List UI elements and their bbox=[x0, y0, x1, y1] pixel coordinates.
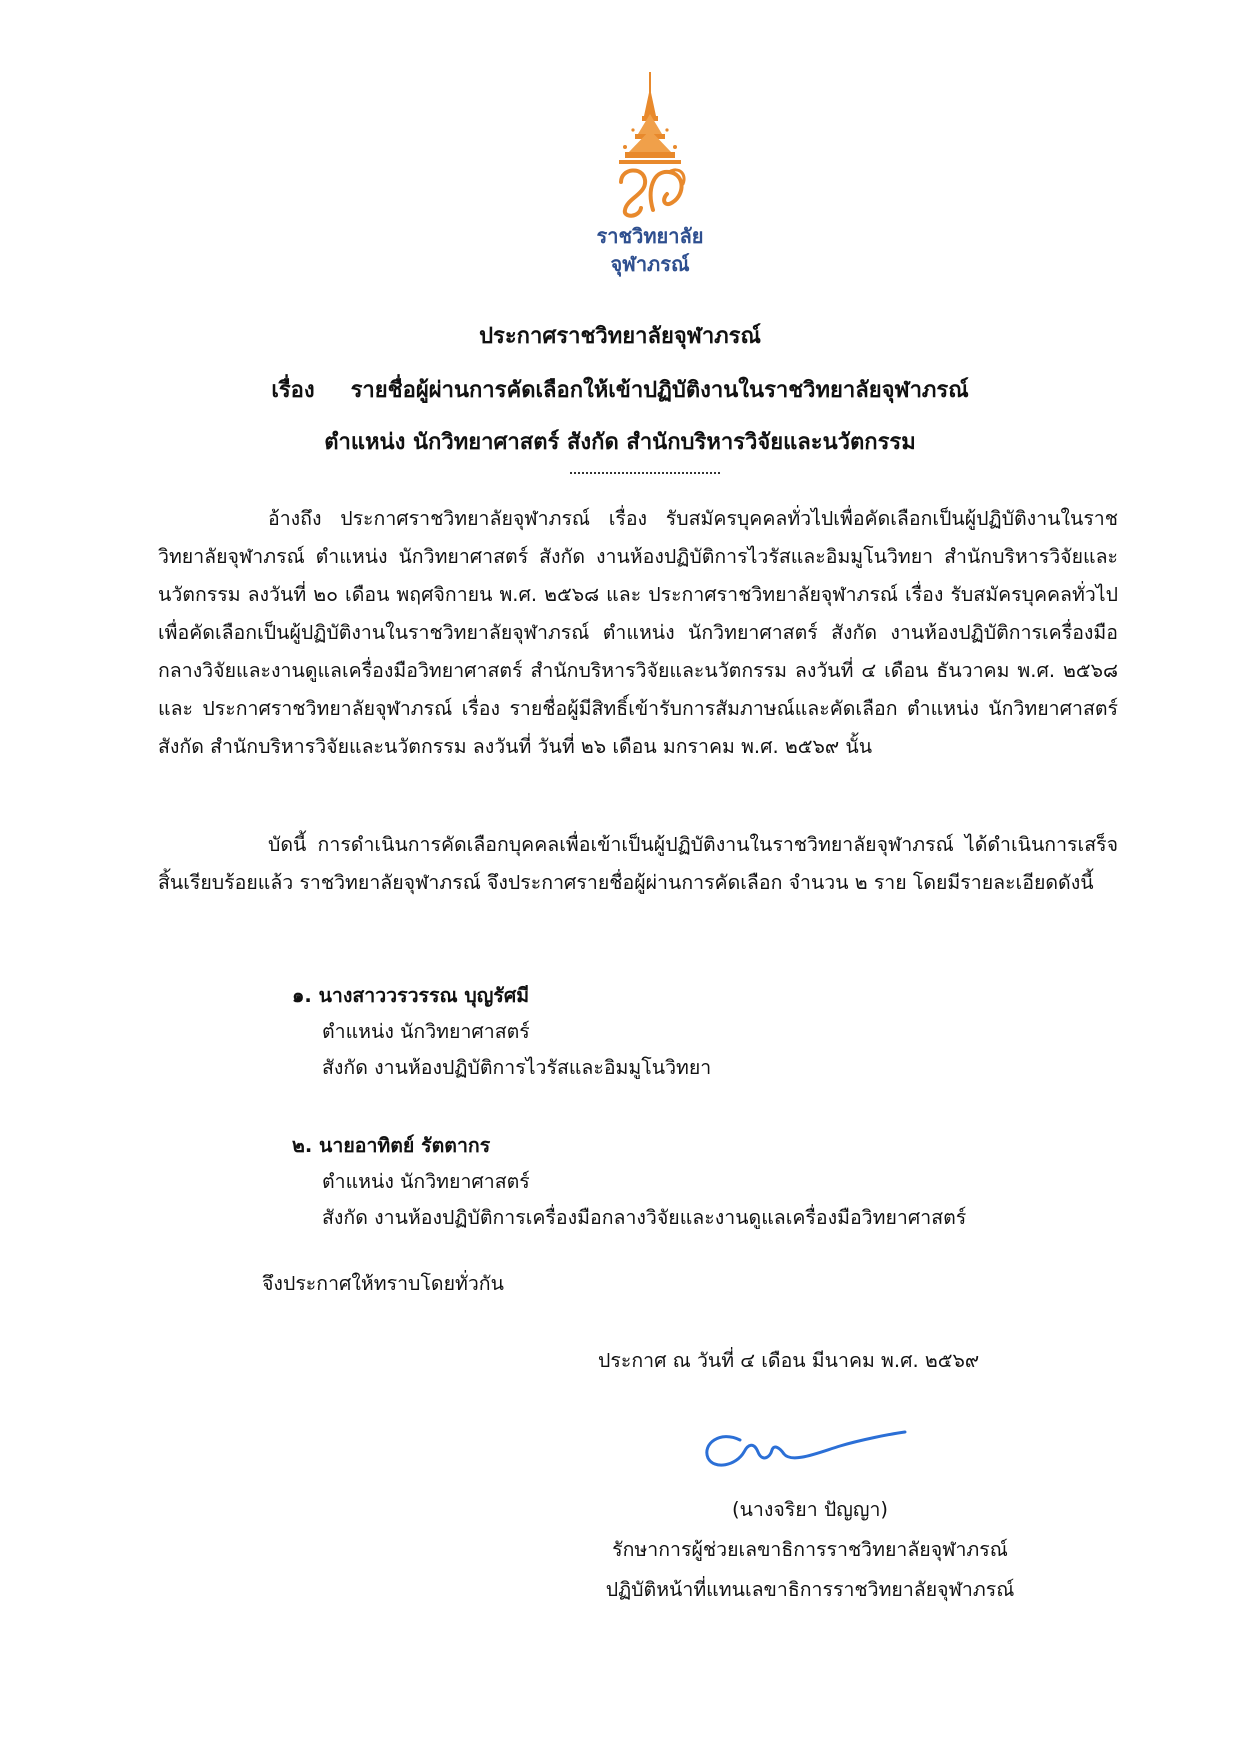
closing-statement: จึงประกาศให้ทราบโดยทั่วกัน bbox=[262, 1272, 504, 1295]
subject-text: รายชื่อผู้ผ่านการคัดเลือกให้เข้าปฏิบัติงานในราชวิทยาลัยจุฬาภรณ์ bbox=[350, 378, 969, 403]
reference-paragraph: อ้างถึง ประกาศราชวิทยาลัยจุฬาภรณ์ เรื่อง รับสมัครบุคคลทั่วไปเพื่อคัดเลือกเป็นผู้ปฏิบัติงานในราชวิทยาลัยจุฬาภรณ์ ตำแหน่ง นักวิทยาศาสตร์ สังกัด งานห้องปฏิบัติการไวรัสและอิมมูโนวิทยา สำนักบริหารวิจัยและนวัตกรรม ลงวันที่ ๒๐ เดือน พฤศจิกายน พ.ศ. ๒๕๖๘ และ ประกาศราชวิทยาลัยจุฬาภรณ์ เรื่อง รับสมัครบุคคลทั่วไปเพื่อคัดเลือกเป็นผู้ปฏิบัติงานในราชวิทยาลัยจุฬาภรณ์ ตำแหน่ง นักวิทยาศาสตร์ สังกัด งานห้องปฏิบัติการเครื่องมือกลางวิจัยและงานดูแลเครื่องมือวิทยาศาสตร์ สำนักบริหารวิจัยและนวัตกรรม ลงวันที่ ๔ เดือน ธันวาคม พ.ศ. ๒๕๖๘ และ ประกาศราชวิทยาลัยจุฬาภรณ์ เรื่อง รายชื่อผู้มีสิทธิ์เข้ารับการสัมภาษณ์และคัดเลือก ตำแหน่ง นักวิทยาศาสตร์ สังกัด สำนักบริหารวิจัยและนวัตกรรม ลงวันที่ วันที่ ๒๖ เดือน มกราคม พ.ศ. ๒๕๖๙ นั้น bbox=[158, 507, 1118, 758]
candidate-name: ๑. นางสาววรวรรณ บุญรัศมี bbox=[292, 984, 530, 1007]
signature-icon bbox=[700, 1408, 910, 1478]
signatory-block bbox=[540, 1490, 1080, 1610]
signatory-title: รักษาการผู้ช่วยเลขาธิการราชวิทยาลัยจุฬาภรณ์ bbox=[612, 1538, 1008, 1561]
subject-label: เรื่อง bbox=[271, 378, 315, 403]
candidate-position: ตำแหน่ง นักวิทยาศาสตร์ bbox=[322, 1020, 530, 1043]
candidate-entry bbox=[292, 978, 1092, 1086]
candidate-entry bbox=[292, 1128, 1092, 1236]
signatory-acting-title: ปฏิบัติหน้าที่แทนเลขาธิการราชวิทยาลัยจุฬาภรณ์ bbox=[605, 1578, 1015, 1601]
announcement-title: ประกาศราชวิทยาลัยจุฬาภรณ์ bbox=[479, 324, 761, 349]
crown-emblem-icon bbox=[595, 70, 705, 220]
logo-name-line1: ราชวิทยาลัย bbox=[596, 224, 704, 248]
logo-name-line2: จุฬาภรณ์ bbox=[610, 252, 690, 276]
candidate-unit: สังกัด งานห้องปฏิบัติการเครื่องมือกลางวิจัยและงานดูแลเครื่องมือวิทยาศาสตร์ bbox=[322, 1206, 967, 1229]
dotted-divider bbox=[570, 472, 720, 474]
candidate-unit: สังกัด งานห้องปฏิบัติการไวรัสและอิมมูโนวิทยา bbox=[322, 1056, 712, 1079]
signatory-name: (นางจริยา ปัญญา) bbox=[731, 1498, 889, 1521]
position-line: ตำแหน่ง นักวิทยาศาสตร์ สังกัด สำนักบริหารวิจัยและนวัตกรรม bbox=[324, 430, 916, 455]
subject-line bbox=[150, 372, 1090, 407]
institution-logo bbox=[585, 70, 715, 290]
announcement-paragraph: บัดนี้ การดำเนินการคัดเลือกบุคคลเพื่อเข้าเป็นผู้ปฏิบัติงานในราชวิทยาลัยจุฬาภรณ์ ได้ดำเนินการเสร็จสิ้นเรียบร้อยแล้ว ราชวิทยาลัยจุฬาภรณ์ จึงประกาศรายชื่อผู้ผ่านการคัดเลือก จำนวน ๒ ราย โดยมีรายละเอียดดังนี้ bbox=[158, 833, 1118, 894]
candidate-name: ๒. นายอาทิตย์ รัตตากร bbox=[292, 1134, 491, 1157]
announcement-date: ประกาศ ณ วันที่ ๔ เดือน มีนาคม พ.ศ. ๒๕๖๙ bbox=[598, 1349, 980, 1372]
candidate-position: ตำแหน่ง นักวิทยาศาสตร์ bbox=[322, 1170, 530, 1193]
